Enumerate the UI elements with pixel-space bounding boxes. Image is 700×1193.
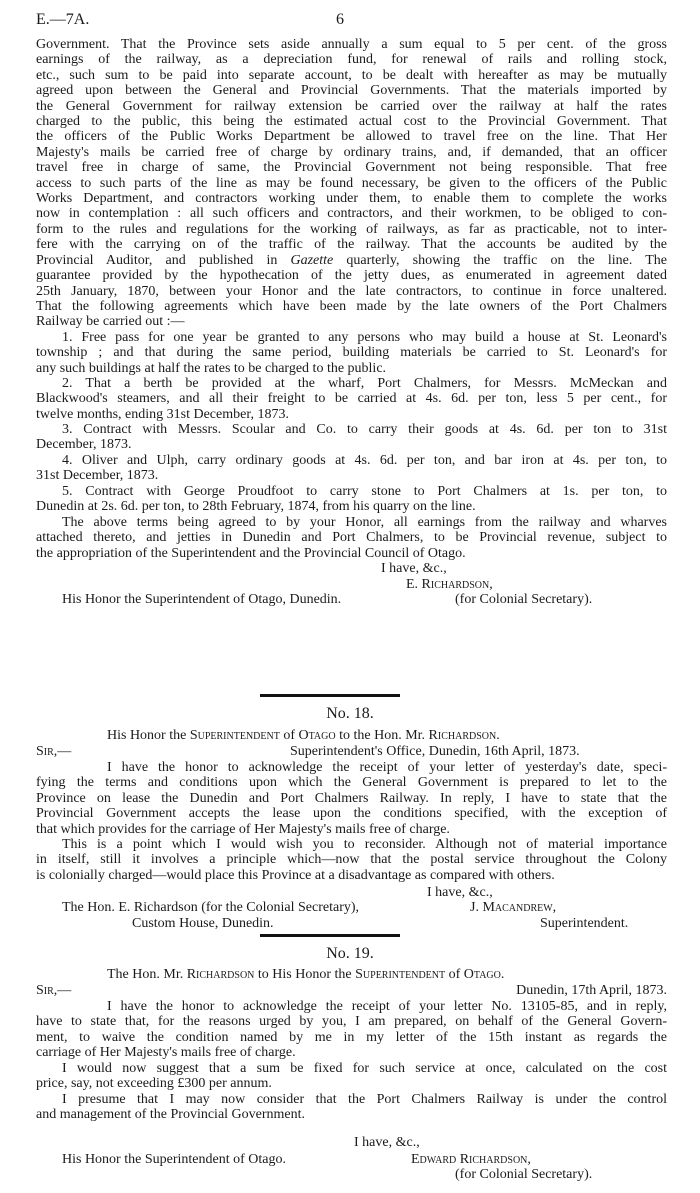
text-line: 1. Free pass for one year be granted to any persons who may build a house at St. Leonard's: [62, 330, 667, 345]
italic-title: Gazette: [290, 252, 334, 268]
text-line: Provincial Government accepts the lease upon the conditions specified, with the exception of: [36, 806, 667, 822]
page-number: 6: [336, 11, 344, 28]
text-line: form to the rules and regulations for the working of railways, as far as practicable, not to inter-: [36, 221, 667, 237]
text-line: guarantee provided by the hypothecation of the jetty dues, as enumerated in agreement dated: [36, 268, 667, 284]
text-line: I would now suggest that a sum be fixed for such service at once, calculated on the cost: [62, 1061, 667, 1076]
signature-role: Superintendent.: [540, 916, 629, 931]
text-line: price, say, not exceeding £300 per annum.: [36, 1076, 272, 1092]
text-line: fere with the carrying on of the traffic of the railway. That the accounts be audited by the: [36, 237, 667, 253]
heading-text: Otago: [298, 728, 336, 743]
section-divider: [260, 694, 400, 697]
text-line: charged to the public, this being the estimated actual cost to the Provincial Government. That: [36, 114, 667, 130]
text-line: 25th January, 1870, between your Honor and the late contractors, to continue in force unaltered.: [36, 283, 667, 299]
text-line: the appropriation of the Superintendent and the Provincial Council of Otago.: [36, 545, 466, 561]
letter-19-paragraph-3: [36, 1092, 667, 1123]
text-line: twelve months, ending 31st December, 1873.: [36, 406, 289, 422]
text-line: attached thereto, and jetties in Dunedin and Port Chalmers, to be Provincial revenue, subject to: [36, 530, 667, 546]
heading-text: Superintendent: [189, 728, 280, 743]
heading-text: to His Honor the: [254, 967, 356, 982]
addressee: His Honor the Superintendent of Otago, Dunedin.: [62, 592, 342, 607]
text-line: township ; and that during the same period, building materials be carried to St. Leonard's for: [36, 345, 667, 361]
text-line: I have the honor to acknowledge the receipt of your letter of yesterday's date, speci-: [107, 760, 667, 775]
text-line: December, 1873.: [36, 437, 132, 453]
text-line: travel free in charge of same, the Provincial Government not being responsible. That free: [36, 160, 667, 176]
addressee: The Hon. E. Richardson (for the Colonial Secretary),: [62, 900, 360, 915]
text-segment: quarterly, showing the traffic on the line. The: [333, 252, 667, 268]
text-line: the General Government for railway extension be carried over the railway at half the rates: [36, 98, 667, 114]
text-line: and management of the Provincial Government.: [36, 1107, 306, 1123]
text-segment: Provincial Auditor, and published in: [36, 252, 291, 268]
opening-paragraph: [36, 37, 667, 330]
text-line: Railway be carried out :—: [36, 314, 185, 330]
closing: I have, &c.,: [354, 1135, 420, 1150]
closing: I have, &c.,: [381, 561, 447, 576]
text-line: agreed upon between the General and Provincial Governments. That the materials imported by: [36, 83, 667, 99]
heading-text: .: [500, 967, 505, 982]
addressee-place: Custom House, Dunedin.: [132, 916, 274, 931]
document-code: E.—7A.: [36, 11, 90, 28]
heading-text: to the Hon. Mr.: [335, 728, 429, 743]
text-line: That the following agreements which have been made by the late owners of the Port Chalmers: [36, 298, 667, 314]
heading-text: Richardson: [428, 728, 497, 743]
text-line: 4. Oliver and Ulph, carry ordinary goods at 4s. 6d. per ton, and bar iron at 4s. per ton, to: [62, 453, 667, 468]
place-date: Superintendent's Office, Dunedin, 16th April, 1873.: [290, 744, 580, 759]
agreement-item-4: [36, 453, 667, 484]
text-line: fying the terms and conditions upon which the General Government is prepared to let to the: [36, 775, 667, 791]
text-line: earnings of the railway, as a depreciation fund, for renewal of rails and rolling stock,: [36, 52, 667, 68]
text-line: the officers of the Public Works Department be allowed to travel free on the line. That Her: [36, 129, 667, 145]
letter-18-paragraph-2: [36, 837, 667, 883]
text-line: [36, 253, 667, 268]
text-line: 2. That a berth be provided at the wharf, Port Chalmers, for Messrs. McMeckan and: [62, 376, 667, 391]
agreement-item-2: [36, 376, 667, 422]
heading-text: of: [279, 728, 299, 743]
text-line: that which provides for the carriage of Her Majesty's mails free of charge.: [36, 821, 450, 837]
text-line: any such buildings at half the rates to be charged to the public.: [36, 360, 387, 376]
agreement-item-1: [36, 330, 667, 376]
letter-no-19-heading: [107, 967, 504, 982]
signature-role: (for Colonial Secretary).: [455, 592, 593, 607]
heading-text: His Honor the: [107, 728, 190, 743]
text-line: in itself, still it involves a principle which—now that the postal service throughout the Colony: [36, 852, 667, 868]
heading-text: Richardson: [186, 967, 255, 982]
section-divider: [260, 934, 400, 937]
text-line: The above terms being agreed to by your Honor, all earnings from the railway and wharves: [62, 515, 667, 530]
text-line: 3. Contract with Messrs. Scoular and Co. to carry their goods at 4s. 6d. per ton to 31st: [62, 422, 667, 437]
heading-text: of: [445, 967, 464, 982]
signature-name: J. Macandrew,: [470, 900, 557, 915]
text-line: have to state that, for the reasons urged by you, I am prepared, on behalf of the General Govern-: [36, 1014, 667, 1030]
closing: I have, &c.,: [427, 885, 493, 900]
letter-19-paragraph-2: [36, 1061, 667, 1092]
heading-text: .: [496, 728, 500, 743]
letter-no-18-title: No. 18.: [326, 705, 374, 722]
text-line: I have the honor to acknowledge the receipt of your letter No. 13105-85, and in reply,: [107, 999, 667, 1014]
text-line: 31st December, 1873.: [36, 468, 159, 484]
terms-paragraph: [36, 515, 667, 561]
text-line: etc., such sum to be paid into separate account, to be dealt with hereafter as may be mutually: [36, 67, 667, 83]
heading-text: The Hon. Mr.: [107, 967, 187, 982]
text-line: 5. Contract with George Proudfoot to carry stone to Port Chalmers at 1s. per ton, to: [62, 484, 667, 499]
text-line: access to such parts of the line as may be found necessary, be given to the officers of the Public: [36, 175, 667, 191]
text-line: carriage of Her Majesty's mails free of charge.: [36, 1045, 296, 1061]
salutation: Sir,—: [36, 983, 72, 998]
salutation: Sir,—: [36, 744, 72, 759]
letter-no-19-title: No. 19.: [326, 945, 374, 962]
heading-text: Otago: [463, 967, 501, 982]
place-date: Dunedin, 17th April, 1873.: [516, 983, 667, 998]
signature-name: E. Richardson,: [406, 577, 493, 592]
signature-role: (for Colonial Secretary).: [455, 1167, 593, 1182]
heading-text: Superintendent: [355, 967, 446, 982]
text-line: Dunedin at 2s. 6d. per ton, to 28th February, 1874, from his quarry on the line.: [36, 499, 476, 515]
signature-name: Edward Richardson,: [411, 1152, 531, 1167]
letter-18-paragraph-1: [36, 760, 667, 837]
text-line: This is a point which I would wish you to reconsider. Although not of material importance: [62, 837, 667, 852]
addressee: His Honor the Superintendent of Otago.: [62, 1152, 286, 1167]
text-line: Government. That the Province sets aside annually a sum equal to 5 per cent. of the gross: [36, 37, 667, 52]
text-line: I presume that I may now consider that the Port Chalmers Railway is under the control: [62, 1092, 667, 1107]
text-line: Blackwood's steamers, and all their freight to be carried at 4s. 6d. per ton, less 5 per cent., for: [36, 391, 667, 407]
text-line: ment, to waive the condition named by me in my letter of the 15th instant as regards the: [36, 1029, 667, 1045]
agreement-item-5: [36, 484, 667, 515]
text-line: Province on lease the Dunedin and Port Chalmers Railway. In reply, I have to state that the: [36, 790, 667, 806]
text-line: is colonially charged—would place this Province at a disadvantage as compared with others.: [36, 867, 555, 883]
text-line: Works Department, and contractors working under them, to enable them to complete the works: [36, 191, 667, 207]
text-line: now in contemplation : all such officers and contractors, and their workmen, to be obliged to con-: [36, 206, 667, 222]
letter-19-paragraph-1: [36, 999, 667, 1061]
agreement-item-3: [36, 422, 667, 453]
text-line: Majesty's mails be carried free of charge by ordinary trains, and, if demanded, that an officer: [36, 144, 667, 160]
letter-no-18-heading: [107, 728, 500, 743]
